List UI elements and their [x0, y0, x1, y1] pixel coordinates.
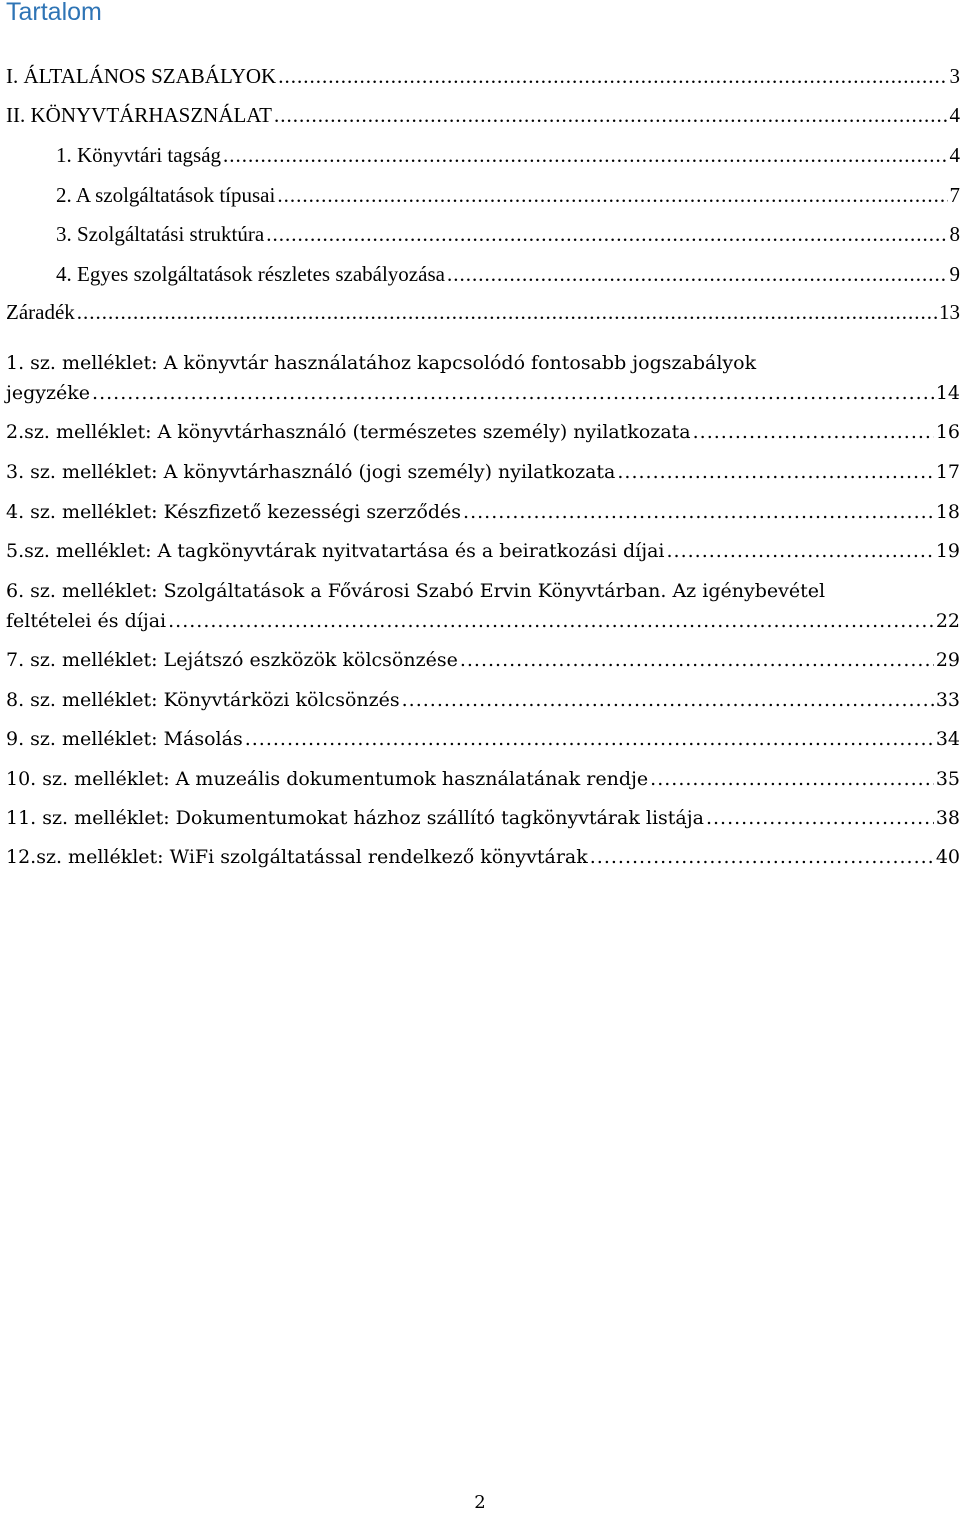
- toc-entry[interactable]: [6, 461, 960, 493]
- dot-leader: [463, 501, 934, 523]
- toc-entry[interactable]: [6, 846, 960, 878]
- toc-entry-page: 3: [949, 64, 960, 88]
- toc-entry-page: 14: [935, 382, 960, 404]
- dot-leader: [706, 807, 934, 829]
- toc-entry-page: 7: [949, 183, 960, 207]
- toc-entry-label: 4. Egyes szolgáltatások részletes szabályozása: [56, 262, 445, 286]
- toc-entry[interactable]: [6, 728, 960, 760]
- toc-entry-page: 38: [935, 807, 960, 829]
- toc-entry-page: 13: [939, 300, 960, 324]
- toc-entry[interactable]: [56, 143, 960, 175]
- toc-entry-page: 22: [935, 610, 960, 632]
- dot-leader: [266, 222, 947, 247]
- toc-entry-label: 2. A szolgáltatások típusai: [56, 183, 276, 207]
- toc-entry[interactable]: [6, 382, 960, 414]
- toc-entry-label: 3. Szolgáltatási struktúra: [56, 222, 265, 246]
- dot-leader: [168, 610, 934, 632]
- toc-entry-first-line[interactable]: 1. sz. melléklet: A könyvtár használatához kapcsolódó fontosabb jogszabályok: [6, 352, 757, 374]
- dot-leader: [92, 382, 934, 404]
- toc-entry-page: 33: [935, 689, 960, 711]
- dot-leader: [277, 183, 947, 208]
- toc-entry-label: 11. sz. melléklet: Dokumentumokat házhoz szállító tagkönyvtárak listája: [6, 807, 704, 829]
- footer-page-number: 2: [474, 1492, 486, 1513]
- toc-entry[interactable]: [56, 183, 960, 215]
- dot-leader: [617, 461, 933, 483]
- toc-entry[interactable]: [6, 649, 960, 681]
- toc-entry-page: 16: [935, 421, 960, 443]
- toc-entry[interactable]: [6, 610, 960, 642]
- toc-entry[interactable]: [6, 501, 960, 533]
- toc-entry-label: 8. sz. melléklet: Könyvtárközi kölcsönzés: [6, 689, 400, 711]
- dot-leader: [223, 143, 947, 168]
- dot-leader: [460, 649, 934, 671]
- dot-leader: [402, 689, 934, 711]
- toc-entry[interactable]: [6, 103, 960, 135]
- toc-entry-page: 4: [949, 143, 960, 167]
- dot-leader: [274, 103, 948, 128]
- toc-entry-page: 19: [935, 540, 960, 562]
- toc-entry-label: 1. Könyvtári tagság: [56, 143, 222, 167]
- toc-entry-page: 18: [935, 501, 960, 523]
- toc-entry-label: 9. sz. melléklet: Másolás: [6, 728, 243, 750]
- toc-heading: Tartalom: [6, 0, 102, 26]
- toc-entry-page: 17: [935, 461, 960, 483]
- toc-entry[interactable]: [6, 689, 960, 721]
- toc-entry-page: 40: [935, 846, 960, 868]
- toc-entry-label: 12.sz. melléklet: WiFi szolgáltatással rendelkező könyvtárak: [6, 846, 588, 868]
- dot-leader: [590, 846, 934, 868]
- toc-entry-label: 7. sz. melléklet: Lejátszó eszközök kölcsönzése: [6, 649, 458, 671]
- toc-entry[interactable]: [6, 421, 960, 453]
- toc-entry-page: 34: [935, 728, 960, 750]
- dot-leader: [667, 540, 934, 562]
- toc-entry[interactable]: [6, 300, 960, 332]
- toc-entry-label: 5.sz. melléklet: A tagkönyvtárak nyitvatartása és a beiratkozási díjai: [6, 540, 665, 562]
- toc-entry[interactable]: [56, 222, 960, 254]
- dot-leader: [278, 64, 947, 89]
- toc-entry-page: 35: [935, 768, 960, 790]
- toc-entry-page: 29: [935, 649, 960, 671]
- toc-entry-label: 3. sz. melléklet: A könyvtárhasználó (jogi személy) nyilatkozata: [6, 461, 616, 483]
- toc-entry[interactable]: [56, 262, 960, 294]
- toc-entry-label: jegyzéke: [6, 382, 91, 404]
- toc-entry-label: 10. sz. melléklet: A muzeális dokumentumok használatának rendje: [6, 768, 649, 790]
- toc-entry[interactable]: [6, 64, 960, 96]
- dot-leader: [77, 300, 937, 325]
- toc-entry-label: feltételei és díjai: [6, 610, 167, 632]
- toc-entry-label: 4. sz. melléklet: Készfizető kezességi szerződés: [6, 501, 462, 523]
- toc-entry-page: 9: [949, 262, 960, 286]
- toc-entry-label: I. ÁLTALÁNOS SZABÁLYOK: [6, 64, 277, 88]
- toc-entry-label: II. KÖNYVTÁRHASZNÁLAT: [6, 103, 272, 127]
- toc-entry-page: 8: [949, 222, 960, 246]
- dot-leader: [447, 262, 948, 287]
- toc-entry-first-line[interactable]: 6. sz. melléklet: Szolgáltatások a Fővárosi Szabó Ervin Könyvtárban. Az igénybevétel: [6, 580, 826, 602]
- toc-entry-label: Záradék: [6, 300, 75, 324]
- toc-entry[interactable]: [6, 768, 960, 800]
- toc-entry-label: 2.sz. melléklet: A könyvtárhasználó (természetes személy) nyilatkozata: [6, 421, 691, 443]
- toc-entry[interactable]: [6, 807, 960, 839]
- dot-leader: [693, 421, 934, 443]
- toc-entry-page: 4: [949, 103, 960, 127]
- toc-entry[interactable]: [6, 540, 960, 572]
- dot-leader: [245, 728, 934, 750]
- dot-leader: [650, 768, 934, 790]
